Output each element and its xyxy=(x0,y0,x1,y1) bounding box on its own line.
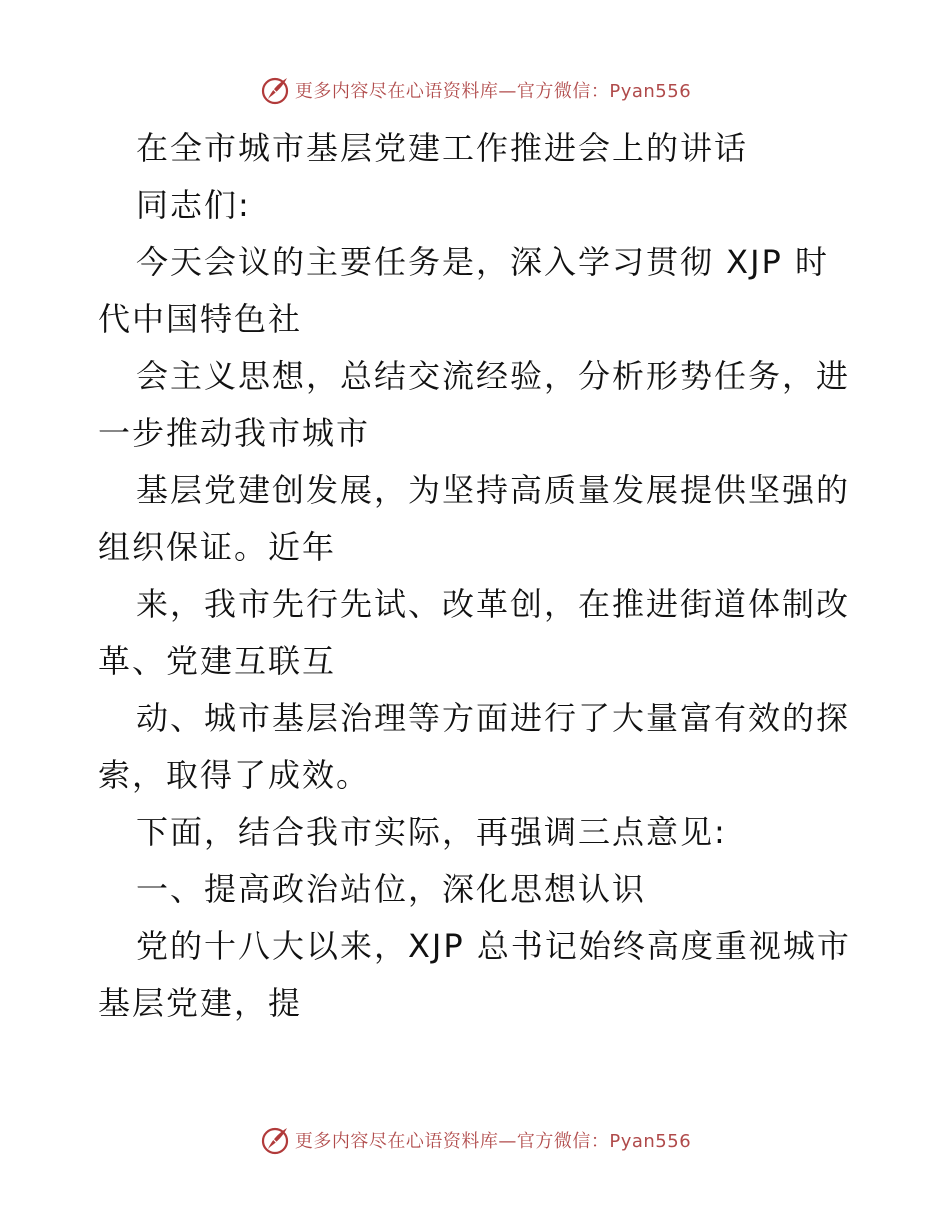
document-line: 在全市城市基层党建工作推进会上的讲话 xyxy=(136,129,749,167)
document-line: 会主义思想，总结交流经验，分析形势任务，进 xyxy=(136,357,851,395)
watermark-text: 更多内容尽在心语资料库—官方微信：Pyan556 xyxy=(294,1131,692,1152)
document-line: 同志们: xyxy=(136,186,251,224)
document-line: 来，我市先行先试、改革创，在推进街道体制改 xyxy=(136,585,851,623)
document-line: 基层党建创发展，为坚持高质量发展提供坚强的 xyxy=(136,471,851,509)
document-line: 动、城市基层治理等方面进行了大量富有效的探 xyxy=(136,699,851,737)
footer-watermark xyxy=(0,1120,950,1160)
document-line: 代中国特色社 xyxy=(98,300,303,338)
quill-logo-icon xyxy=(259,74,291,106)
document-line: 今天会议的主要任务是，深入学习贯彻 XJP 时 xyxy=(136,243,830,281)
header-watermark xyxy=(0,70,950,110)
document-line: 组织保证。近年 xyxy=(98,528,337,566)
document-line: 一步推动我市城市 xyxy=(98,414,371,452)
watermark-text: 更多内容尽在心语资料库—官方微信：Pyan556 xyxy=(294,81,692,102)
document-line: 基层党建，提 xyxy=(98,984,303,1022)
document-line: 索，取得了成效。 xyxy=(98,756,371,794)
document-body xyxy=(98,120,858,1032)
document-line: 一、提高政治站位，深化思想认识 xyxy=(136,870,647,908)
document-line: 革、党建互联互 xyxy=(98,642,337,680)
document-line: 党的十八大以来，XJP 总书记始终高度重视城市 xyxy=(136,927,851,965)
document-line: 下面，结合我市实际，再强调三点意见: xyxy=(136,813,727,851)
quill-logo-icon xyxy=(259,1124,291,1156)
